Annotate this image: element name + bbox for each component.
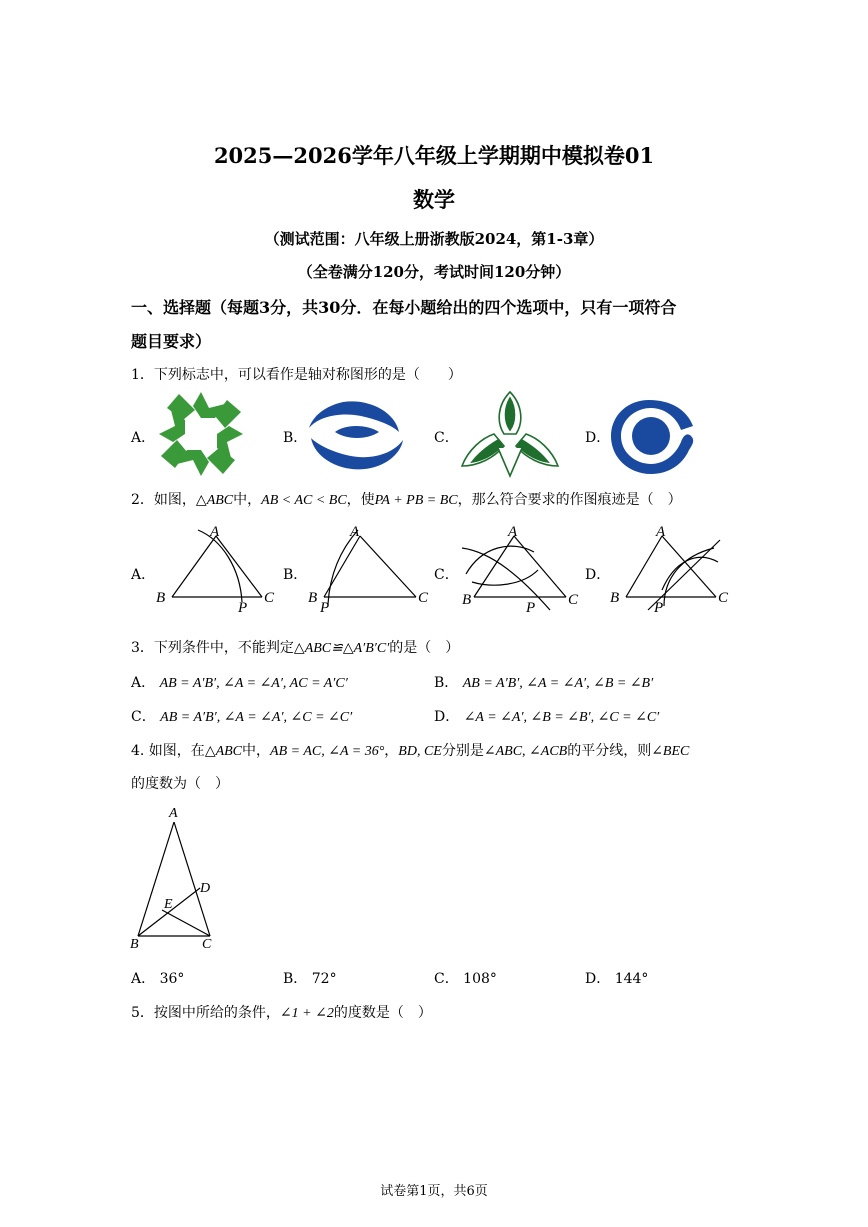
- subject-title: 数学: [413, 187, 455, 212]
- section-heading: 一、选择题（每题3分，共30分．在每小题给出的四个选项中，只有一项符合: [131, 298, 677, 317]
- q2b-label-c: C: [418, 590, 429, 606]
- q1-logo-d-ring: [609, 396, 695, 476]
- q2a-label-p: P: [238, 600, 248, 614]
- q2c-label-a: A: [508, 524, 518, 540]
- q2d-label-c: C: [718, 590, 729, 606]
- exam-scope: （测试范围：八年级上册浙教版2024，第1-3章）: [264, 230, 604, 248]
- q2d-label-p: P: [654, 600, 664, 614]
- q4-option-d: D． 144°: [585, 971, 649, 987]
- q4-label-a: A: [169, 806, 178, 821]
- q2a-label-a: A: [210, 524, 220, 540]
- q1-logo-b-swoosh: [305, 398, 405, 474]
- question-1-stem: 1．下列标志中，可以看作是轴对称图形的是（ ）: [131, 367, 462, 383]
- q2b-label-b: B: [308, 590, 318, 606]
- q2-option-d-label: D．: [585, 567, 611, 583]
- q2b-label-a: A: [350, 524, 360, 540]
- q4-option-a: A． 36°: [131, 971, 185, 987]
- exam-info: （全卷满分120分，考试时间120分钟）: [297, 263, 571, 281]
- q2d-label-a: A: [656, 524, 666, 540]
- section-heading-cont: 题目要求）: [131, 332, 212, 351]
- q2-figure-b: [302, 522, 442, 614]
- q1-logo-a-stars: [155, 388, 247, 480]
- q2-option-a-label: A．: [131, 567, 156, 583]
- q2-option-b-label: B．: [283, 567, 308, 583]
- q1-option-b-label: B．: [283, 430, 308, 446]
- q1-option-a-label: A．: [131, 430, 156, 446]
- q1-logo-c-tulip: [458, 388, 562, 478]
- q2d-label-b: B: [610, 590, 620, 606]
- q4-option-c: C． 108°: [434, 971, 497, 987]
- q2c-label-p: P: [526, 600, 536, 614]
- q2-figure-c: [452, 522, 592, 614]
- q4-label-d: D: [200, 881, 211, 896]
- question-4-stem: 4. 如图，在△ABC中，AB = AC, ∠A = 36°，BD, CE分别是∠ABC, ∠ACB的平分线，则∠BEC: [131, 743, 690, 759]
- q3-option-b: B． AB = A′B′, ∠A = ∠A′, ∠B = ∠B′: [434, 675, 654, 691]
- q2-figure-a: [150, 522, 290, 614]
- question-4-stem-cont: 的度数为（ ）: [131, 776, 229, 792]
- q2-option-c-label: C．: [434, 567, 459, 583]
- q2a-label-b: B: [156, 590, 166, 606]
- q3-option-c: C． AB = A′B′, ∠A = ∠A′, ∠C = ∠C′: [131, 709, 353, 725]
- q2b-label-p: P: [320, 600, 330, 614]
- q2c-label-b: B: [462, 592, 472, 608]
- page-footer: 试卷第1页，共6页: [380, 1184, 488, 1199]
- q2c-label-c: C: [568, 592, 579, 608]
- question-2-stem: 2．如图，△ABC中，AB < AC < BC，使PA + PB = BC，那么符合要求的作图痕迹是（ ）: [131, 492, 682, 508]
- exam-title: 2025—2026学年八年级上学期期中模拟卷01: [213, 143, 655, 168]
- question-3-stem: 3．下列条件中，不能判定△ABC≌△A′B′C′的是（ ）: [131, 640, 460, 656]
- q3-option-d: D． ∠A = ∠A′, ∠B = ∠B′, ∠C = ∠C′: [434, 709, 660, 725]
- q1-option-d-label: D．: [585, 430, 611, 446]
- q4-label-e: E: [164, 897, 173, 912]
- q4-label-c: C: [202, 937, 212, 952]
- q4-figure-triangle: [126, 802, 226, 952]
- q2-figure-d: [604, 522, 744, 614]
- q1-option-c-label: C．: [434, 430, 459, 446]
- q4-option-b: B． 72°: [283, 971, 337, 987]
- q2a-label-c: C: [264, 590, 275, 606]
- question-5-stem: 5．按图中所给的条件，∠1 + ∠2的度数是（ ）: [131, 1005, 432, 1021]
- q4-label-b: B: [130, 937, 139, 952]
- q3-option-a: A． AB = A′B′, ∠A = ∠A′, AC = A′C′: [131, 675, 348, 691]
